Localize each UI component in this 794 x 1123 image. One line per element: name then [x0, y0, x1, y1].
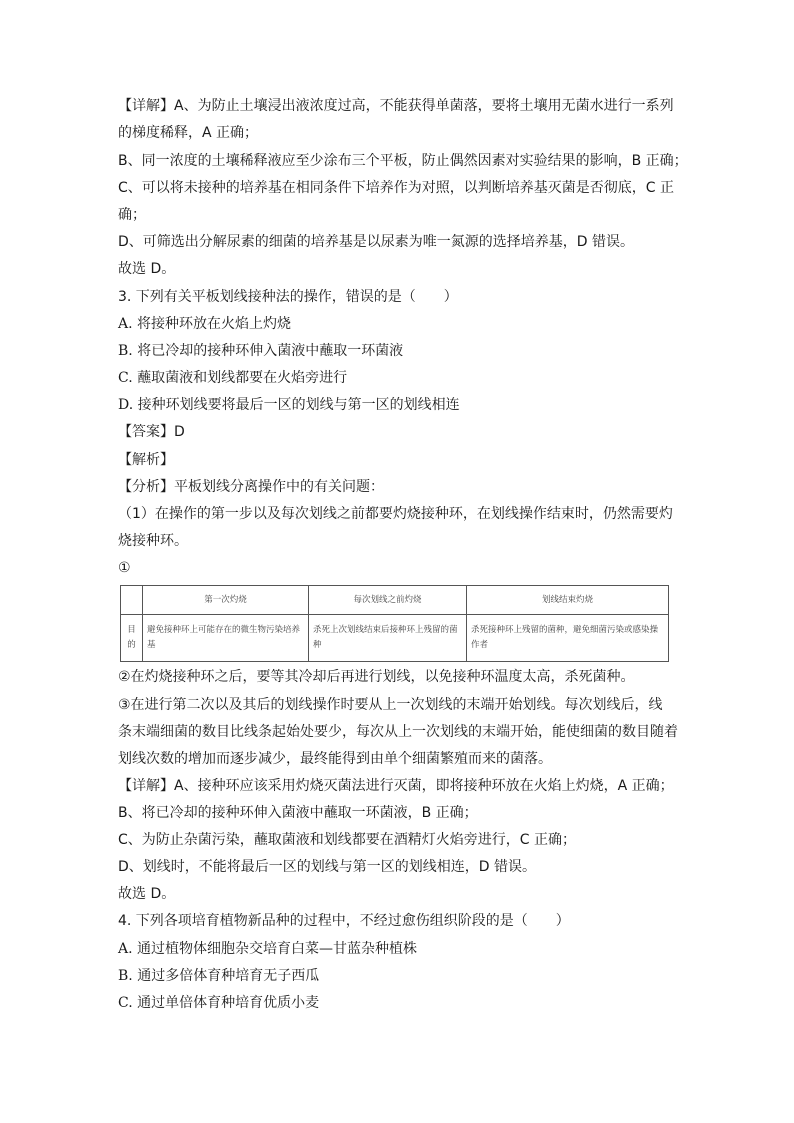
- question-3-option-d: D. 接种环划线要将最后一区的划线与第一区的划线相连: [118, 397, 460, 413]
- table-cell: 杀死上次划线结束后接种环上残留的菌种: [309, 615, 467, 662]
- question-3-option-b: B. 将已冷却的接种环伸入菌液中蘸取一环菌液: [118, 343, 404, 359]
- detail-3-line2: B、将已冷却的接种环伸入菌液中蘸取一环菌液，B 正确；: [118, 805, 478, 821]
- analysis-point1-line2: 烧接种环。: [118, 533, 188, 549]
- table-header-cell: 划线结束灼烧: [467, 586, 669, 615]
- table-cell: 避免接种环上可能存在的微生物污染培养基: [143, 615, 309, 662]
- analysis-point3-line1: ③在进行第二次以及其后的划线操作时要从上一次划线的末端开始划线。每次划线后，线: [118, 697, 663, 713]
- analysis-label: 【解析】: [118, 452, 174, 468]
- analysis-point2: ②在灼烧接种环之后，要等其冷却后再进行划线，以免接种环温度太高，杀死菌种。: [118, 669, 635, 685]
- table-header-cell: [121, 586, 143, 615]
- table-header-cell: 第一次灼烧: [143, 586, 309, 615]
- detail-a-line2: 的梯度稀释，A 正确；: [118, 125, 259, 141]
- table-row-label: 目的: [121, 615, 143, 662]
- choose-answer-line: 故选 D。: [118, 261, 176, 277]
- detail-3-line5: 故选 D。: [118, 886, 176, 902]
- analysis-point3-line3: 划线次数的增加而逐步减少，最终能得到由单个细菌繁殖而来的菌落。: [118, 751, 552, 767]
- question-3-stem: 3. 下列有关平板划线接种法的操作，错误的是（ ）: [118, 289, 458, 305]
- detail-3-line1: 【详解】A、接种环应该采用灼烧灭菌法进行灭菌，即将接种环放在火焰上灼烧，A 正确；: [118, 778, 674, 794]
- detail-b-line: B、同一浓度的土壤稀释液应至少涂布三个平板，防止偶然因素对实验结果的影响，B 正确；: [118, 153, 688, 169]
- table-row: [121, 615, 669, 662]
- detail-3-line3: C、为防止杂菌污染，蘸取菌液和划线都要在酒精灯火焰旁进行，C 正确；: [118, 832, 576, 848]
- question-4-option-b: B. 通过多倍体育种培育无子西瓜: [118, 968, 320, 984]
- question-4-option-c: C. 通过单倍体育种培育优质小麦: [118, 995, 320, 1011]
- detail-a-line1: 【详解】A、为防止土壤浸出液浓度过高，不能获得单菌落，要将土壤用无菌水进行一系列: [118, 98, 674, 114]
- table-header-row: [121, 586, 669, 615]
- detail-d-line: D、可筛选出分解尿素的细菌的培养基是以尿素为唯一氮源的选择培养基，D 错误。: [118, 234, 635, 250]
- question-3-answer: 【答案】D: [118, 424, 185, 440]
- question-4-option-a: A. 通过植物体细胞杂交培育白菜—甘蓝杂种植株: [118, 941, 418, 957]
- analysis-point1-line1: （1）在操作的第一步以及每次划线之前都要灼烧接种环，在划线操作结束时，仍然需要灼: [118, 506, 673, 522]
- flame-sterilization-table: [120, 585, 669, 662]
- table-header-cell: 每次划线之前灼烧: [309, 586, 467, 615]
- question-3-option-a: A. 将接种环放在火焰上灼烧: [118, 316, 292, 332]
- analysis-point3-line2: 条末端细菌的数目比线条起始处要少，每次从上一次划线的末端开始，能使细菌的数目随着: [118, 724, 678, 740]
- circle-number-1: ①: [118, 560, 131, 576]
- analysis-intro: 【分析】平板划线分离操作中的有关问题：: [118, 479, 384, 495]
- detail-c-line1: C、可以将未接种的培养基在相同条件下培养作为对照，以判断培养基灭菌是否彻底，C 正: [118, 180, 674, 196]
- detail-3-line4: D、划线时，不能将最后一区的划线与第一区的划线相连，D 错误。: [118, 859, 537, 875]
- question-4-stem: 4. 下列各项培育植物新品种的过程中，不经过愈伤组织阶段的是（ ）: [118, 913, 570, 929]
- detail-c-line2: 确；: [118, 207, 146, 223]
- question-3-option-c: C. 蘸取菌液和划线都要在火焰旁进行: [118, 370, 348, 386]
- table-cell: 杀死接种环上残留的菌种，避免细菌污染或感染操作者: [467, 615, 669, 662]
